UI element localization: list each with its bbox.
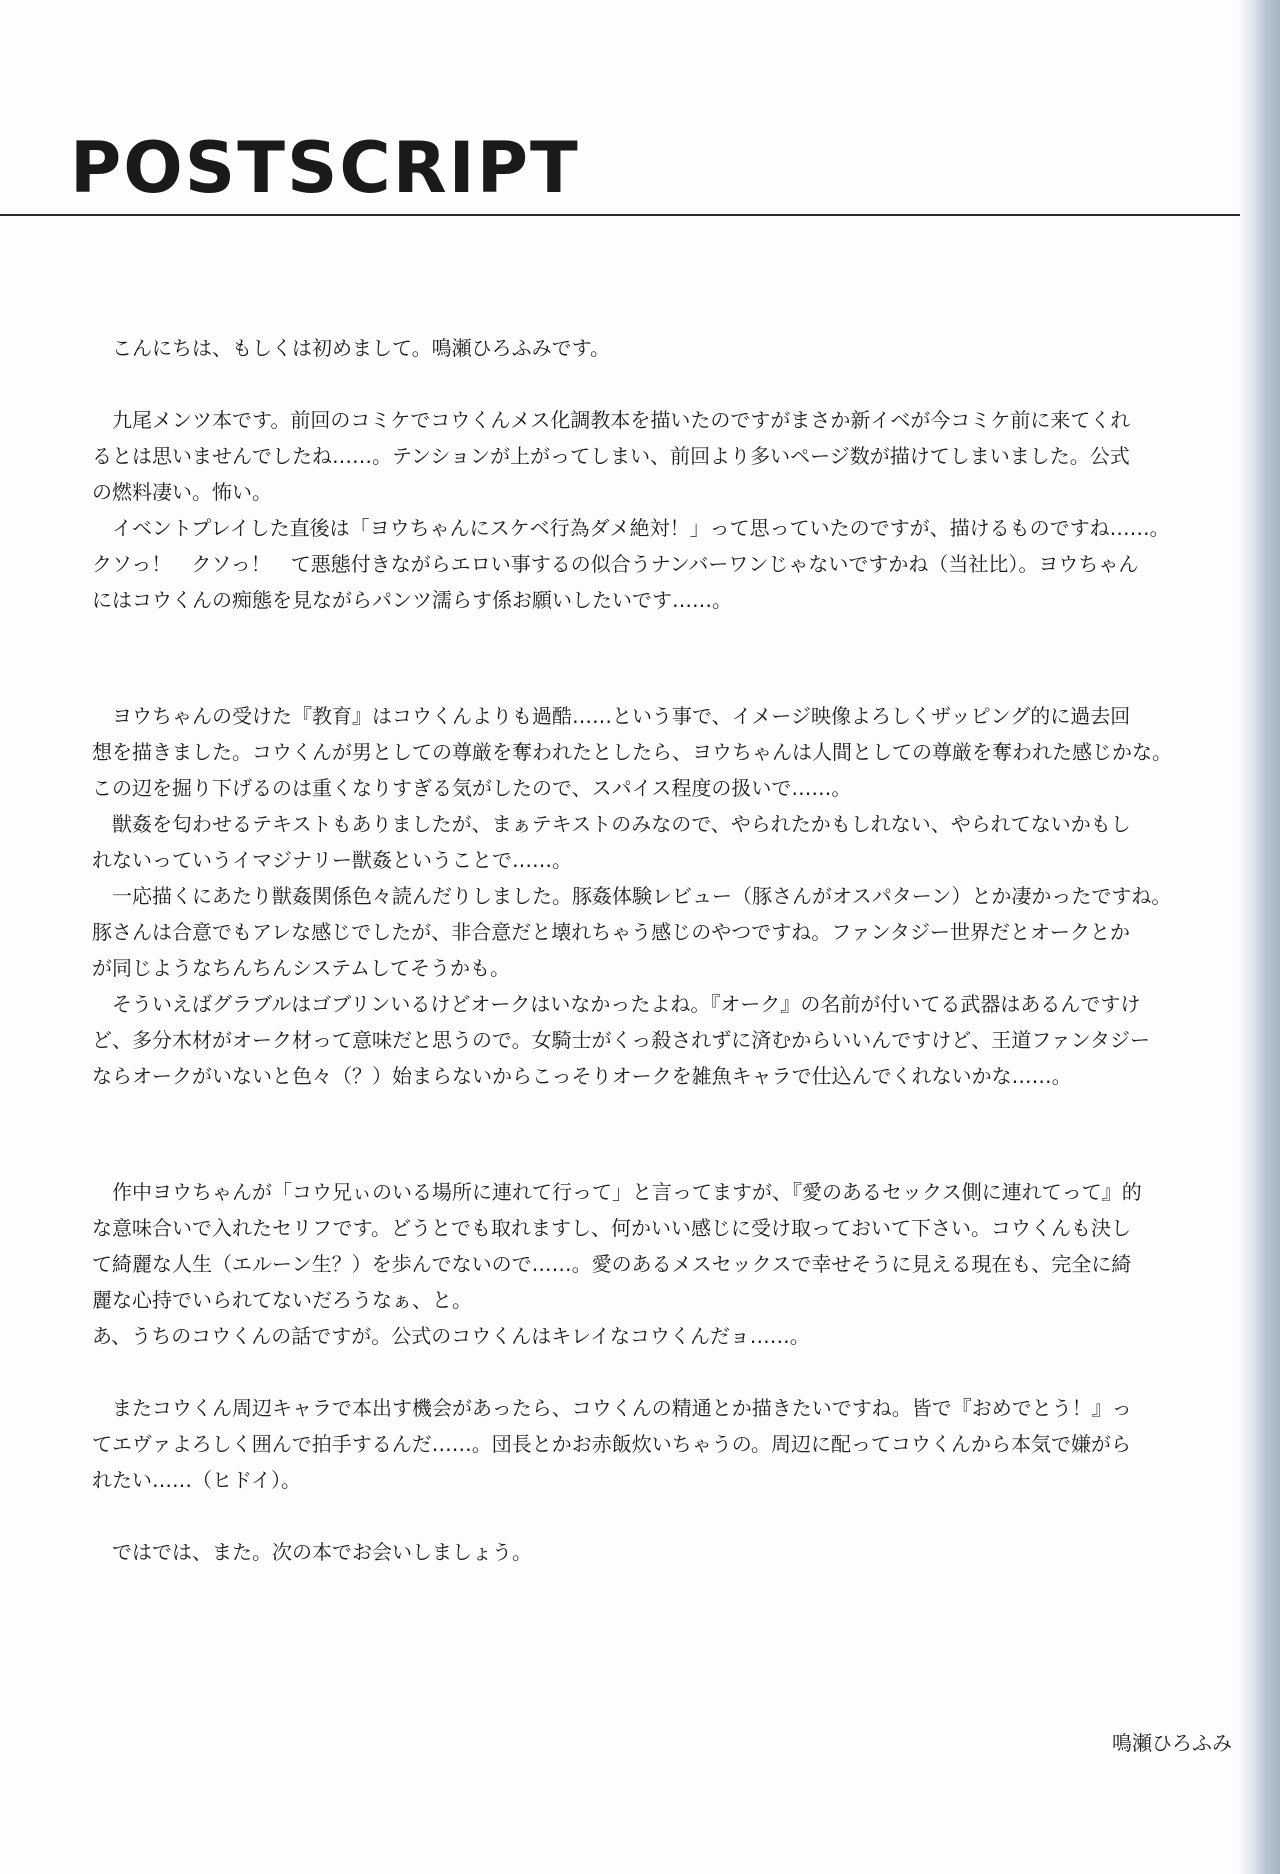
text-line: 豚さんは合意でもアレな感じでしたが、非合意だと壊れちゃう感じのやつですね。ファンタジー世界だとオークとか bbox=[92, 920, 1130, 944]
text-line: て綺麗な人生（エルーン生？）を歩んでないので……。愛のあるメスセックスで幸せそうに見える現在も、完全に綺 bbox=[92, 1252, 1132, 1276]
text-line: てエヴァよろしく囲んで拍手するんだ……。団長とかお赤飯炊いちゃうの。周辺に配ってコウくんから本気で嫌がら bbox=[92, 1432, 1131, 1456]
text-line: またコウくん周辺キャラで本出す機会があったら、コウくんの精通とか描きたいですね。皆で『おめでとう！』っ bbox=[112, 1396, 1132, 1420]
text-line: な意味合いで入れたセリフです。どうとでも取れますし、何かいい感じに受け取っておいて下さい。コウくんも決し bbox=[92, 1216, 1131, 1240]
text-line: クソっ！ クソっ！ て悪態付きながらエロい事するの似合うナンバーワンじゃないですかね（当社比）。ヨウちゃん bbox=[92, 552, 1139, 576]
text-line: ど、多分木材がオーク材って意味だと思うので。女騎士がくっ殺されずに済むからいいんですけど、王道ファンタジー bbox=[92, 1028, 1150, 1052]
text-line: の燃料凄い。怖い。 bbox=[92, 480, 272, 504]
text-line: にはコウくんの痴態を見ながらパンツ濡らす係お願いしたいです……。 bbox=[92, 588, 732, 612]
text-line: 獣姦を匂わせるテキストもありましたが、まぁテキストのみなので、やられたかもしれない、やられてないかもし bbox=[112, 812, 1131, 836]
text-line: が同じようなちんちんシステムしてそうかも。 bbox=[92, 956, 510, 980]
title-underline bbox=[0, 214, 1240, 216]
text-line: 作中ヨウちゃんが「コウ兄ぃのいる場所に連れて行って」と言ってますが、『愛のあるセックス側に連れてって』的 bbox=[112, 1180, 1142, 1204]
text-line: イベントプレイした直後は「ヨウちゃんにスケベ行為ダメ絶対！」って思っていたのですが、描けるものですね……。 bbox=[112, 516, 1170, 540]
text-line: るとは思いませんでしたね……。テンションが上がってしまい、前回より多いページ数が描けてしまいました。公式 bbox=[92, 444, 1130, 468]
postscript-body bbox=[92, 330, 1228, 1570]
text-line: ヨウちゃんの受けた『教育』はコウくんよりも過酷……という事で、イメージ映像よろしくザッピング的に過去回 bbox=[112, 704, 1131, 728]
text-line: 一応描くにあたり獣姦関係色々読んだりしました。豚姦体験レビュー（豚さんがオスパターン）とか凄かったですね。 bbox=[112, 884, 1172, 908]
text-line: れたい……（ヒドイ）。 bbox=[92, 1468, 301, 1492]
text-line: この辺を掘り下げるのは重くなりすぎる気がしたので、スパイス程度の扱いで……。 bbox=[92, 776, 852, 800]
text-line: 想を描きました。コウくんが男としての尊厳を奪われたとしたら、ヨウちゃんは人間としての尊厳を奪われた感じかな。 bbox=[92, 740, 1172, 764]
text-line: 麗な心持でいられてないだろうなぁ、と。 bbox=[92, 1288, 472, 1312]
text-line: ではでは、また。次の本でお会いしましょう。 bbox=[112, 1540, 532, 1564]
text-line: そういえばグラブルはゴブリンいるけどオークはいなかったよね。『オーク』の名前が付いてる武器はあるんですけ bbox=[112, 992, 1141, 1016]
text-line: 九尾メンツ本です。前回のコミケでコウくんメス化調教本を描いたのですがまさか新イベが今コミケ前に来てくれ bbox=[112, 408, 1131, 432]
author-signature: 鳴瀬ひろふみ bbox=[1112, 1731, 1232, 1755]
page-title: POSTSCRIPT bbox=[70, 127, 580, 209]
text-line: れないっていうイマジナリー獣姦ということで……。 bbox=[92, 848, 572, 872]
text-line: ならオークがいないと色々（？）始まらないからこっそりオークを雑魚キャラで仕込んでくれないかな……。 bbox=[92, 1064, 1072, 1088]
text-line: こんにちは、もしくは初めまして。鳴瀬ひろふみです。 bbox=[112, 336, 610, 360]
text-line: あ、うちのコウくんの話ですが。公式のコウくんはキレイなコウくんだョ……。 bbox=[92, 1324, 810, 1348]
page-spine-shadow bbox=[1238, 0, 1280, 1874]
